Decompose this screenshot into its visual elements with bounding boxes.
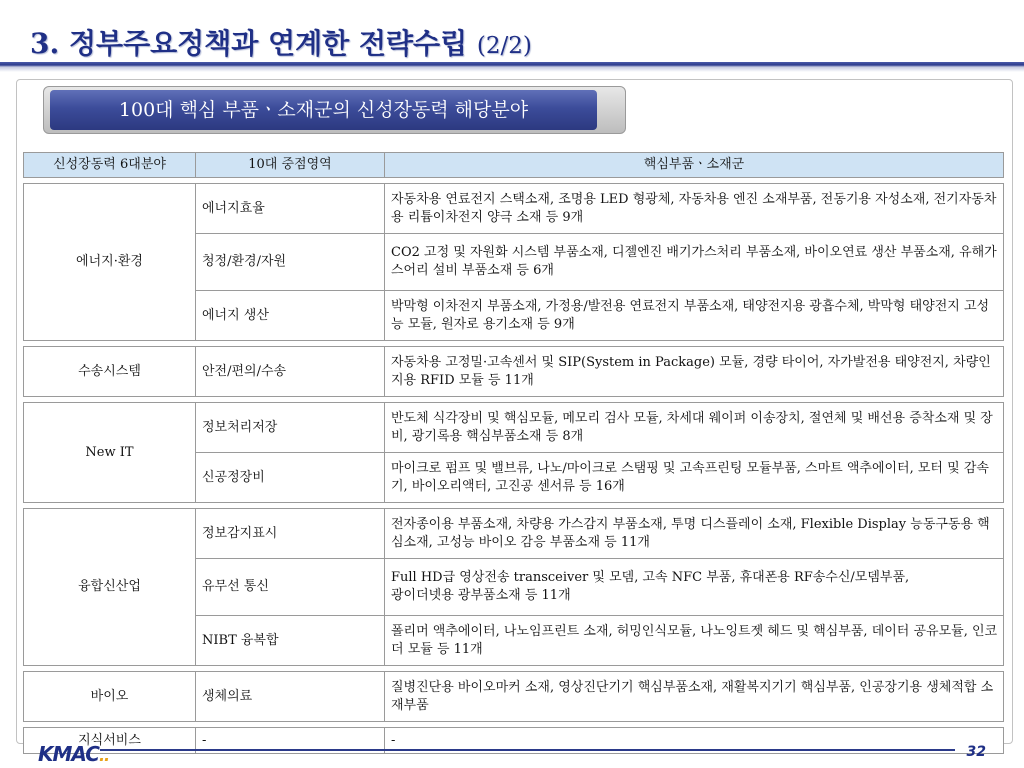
materials-cell: 폴리머 액추에이터, 나노임프린트 소재, 허밍인식모듈, 나노잉트젯 헤드 및 핵심부품, 데이터 공유모듈, 인코더 모듈 등 11개 [385,616,1004,666]
materials-cell: CO2 고정 및 자원화 시스템 부품소재, 디젤엔진 배기가스처리 부품소재, 바이오연료 생산 부품소재, 유해가스어리 설비 부품소재 등 6개 [385,234,1004,291]
slide-title [30,22,532,62]
slide-title-text: 3. 정부주요정책과 연계한 전략수립 [30,27,468,60]
category-cell: New IT [24,403,196,503]
category-cell: 수송시스템 [24,347,196,397]
materials-cell: 박막형 이차전지 부품소재, 가정용/발전용 연료전지 부품소재, 태양전지용 광흡수체, 박막형 태양전지 고성능 모듈, 원자로 용기소재 등 9개 [385,291,1004,341]
materials-cell: 자동차용 연료전지 스택소재, 조명용 LED 형광체, 자동차용 엔진 소재부품, 전동기용 자성소재, 전기자동차용 리튬이차전지 양극 소재 등 9개 [385,184,1004,234]
area-cell: 안전/편의/수송 [196,347,385,397]
slide-title-suffix: (2/2) [476,33,532,59]
materials-cell: 마이크로 펌프 및 밸브류, 나노/마이크로 스탬핑 및 고속프린팅 모듈부품, 스마트 액추에이터, 모터 및 감속기, 바이오리액터, 고진공 센서류 등 16개 [385,453,1004,503]
area-cell: 유무선 통신 [196,559,385,616]
materials-line: Full HD급 영상전송 transceiver 및 모뎀, 고속 NFC 부품, 휴대폰용 RF송수신/모뎀부품, [391,570,910,585]
materials-cell: - [385,728,1004,754]
category-cell: 에너지·환경 [24,184,196,341]
table-row [24,347,1004,397]
category-cell: 융합신산업 [24,509,196,666]
area-cell: NIBT 융복합 [196,616,385,666]
area-cell: 에너지효율 [196,184,385,234]
materials-cell: 자동차용 고정밀·고속센서 및 SIP(System in Package) 모듈, 경량 타이어, 자가발전용 태양전지, 차량인지용 RFID 모듈 등 11개 [385,347,1004,397]
logo-dots-icon: .. [98,746,110,765]
header-area: 10대 중점영역 [196,153,385,178]
table-row [24,509,1004,559]
area-cell: 청정/환경/자원 [196,234,385,291]
header-category: 신성장동력 6대분야 [24,153,196,178]
area-cell: 정보감지표시 [196,509,385,559]
materials-cell: 전자종이용 부품소재, 차량용 가스감지 부품소재, 투명 디스플레이 소재, Flexible Display 능동구동용 핵심소재, 고성능 바이오 감응 부품소재 등 11개 [385,509,1004,559]
table-row [24,672,1004,722]
category-cell: 바이오 [24,672,196,722]
materials-cell: 질병진단용 바이오마커 소재, 영상진단기기 핵심부품소재, 재활복지기기 핵심부품, 인공장기용 생체적합 소재부품 [385,672,1004,722]
title-underline [0,62,1024,72]
header-materials: 핵심부품ㆍ소재군 [385,153,1004,178]
table-row [24,184,1004,234]
table-header-row [24,153,1004,178]
materials-cell: 반도체 식각장비 및 핵심모듈, 메모리 검사 모듈, 차세대 웨이퍼 이송장치, 절연체 및 배선용 증착소재 및 장비, 광기록용 핵심부품소재 등 8개 [385,403,1004,453]
materials-cell [385,559,1004,616]
logo-text: KMAC [38,742,99,766]
table-row [24,403,1004,453]
section-banner: 100대 핵심 부품ㆍ소재군의 신성장동력 해당분야 [50,90,597,130]
materials-line: 광이더넷용 광부품소재 등 11개 [391,588,571,603]
area-cell: 정보처리저장 [196,403,385,453]
footer-rule [100,749,955,751]
page-number: 32 [966,744,986,760]
kmac-logo [38,742,109,766]
area-cell: 에너지 생산 [196,291,385,341]
area-cell: - [196,728,385,754]
category-cell: 지식서비스 [24,728,196,754]
area-cell: 생체의료 [196,672,385,722]
area-cell: 신공정장비 [196,453,385,503]
strategy-table [23,152,1004,754]
